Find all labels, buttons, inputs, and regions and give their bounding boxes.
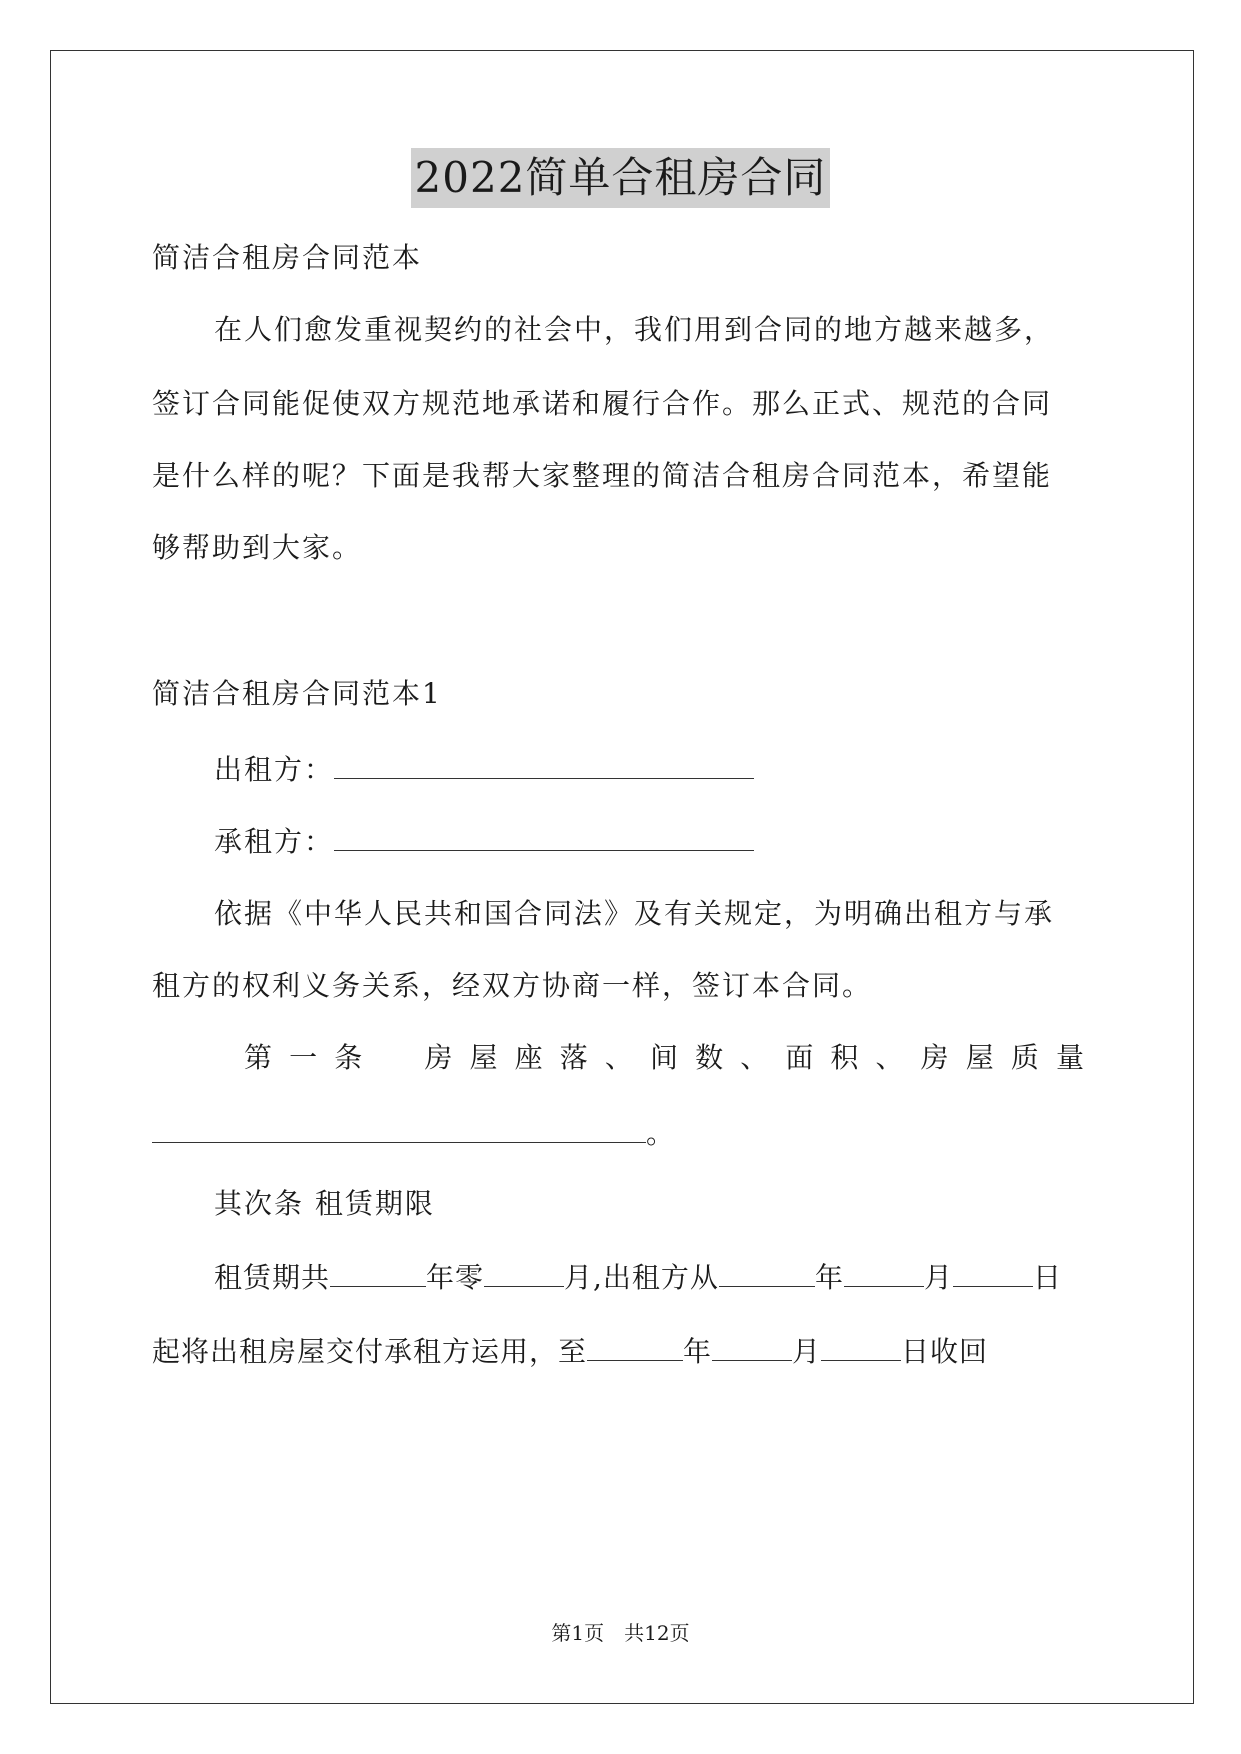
footer-page-number: 1 (571, 1621, 585, 1645)
intro-line-4: 够帮助到大家。 (152, 531, 363, 564)
lessee-label: 承租方： (214, 825, 335, 858)
footer-suffix: 页 (669, 1621, 690, 1645)
article-1-blank-row (152, 1114, 676, 1152)
document-title: 2022简单合租房合同 (411, 148, 831, 208)
term-line-1 (214, 1258, 1062, 1296)
intro-line-2: 签订合同能促使双方规范地承诺和履行合作。那么正式、规范的合同 (152, 387, 1053, 420)
term2-text-3: 月 (792, 1335, 822, 1368)
term-blank-end-month (712, 1332, 792, 1361)
lessor-row (214, 750, 754, 788)
section-heading: 简洁合租房合同范本1 (152, 677, 442, 710)
term-text-3: 月,出租方从 (564, 1261, 719, 1294)
term-blank-end-year (587, 1332, 683, 1361)
lessor-blank (334, 750, 754, 779)
term-blank-start-day (953, 1258, 1033, 1287)
intro-line-1: 在人们愈发重视契约的社会中，我们用到合同的地方越来越多， (214, 313, 1055, 346)
term-line-2 (152, 1332, 988, 1370)
article-1-blank (152, 1114, 646, 1143)
term-blank-start-year (719, 1258, 815, 1287)
term-text-1: 租赁期共 (214, 1261, 331, 1294)
lessee-blank (334, 822, 754, 851)
footer-mid: 页 共 (584, 1621, 645, 1645)
lessor-label: 出租方： (214, 753, 335, 786)
term-blank-years (330, 1258, 426, 1287)
term-text-5: 月 (923, 1261, 953, 1294)
article-1: 第一条 房屋座落、间数、面积、房屋质量 (244, 1041, 1084, 1074)
term-blank-start-month (844, 1258, 924, 1287)
article-1-end: 。 (646, 1117, 677, 1150)
basis-line-2: 租方的权利义务关系，经双方协商一样，签订本合同。 (152, 969, 873, 1002)
article-2-heading: 其次条 租赁期限 (214, 1187, 435, 1220)
page-footer (0, 1619, 1241, 1647)
basis-line-1: 依据《中华人民共和国合同法》及有关规定，为明确出租方与承 (214, 897, 1055, 930)
term2-text-1: 起将出租房屋交付承租方运用，至 (152, 1335, 588, 1368)
page-border (50, 50, 1194, 1704)
term-blank-end-day (821, 1332, 901, 1361)
subtitle: 简洁合租房合同范本 (152, 241, 423, 274)
footer-page-total: 12 (644, 1621, 670, 1645)
footer-prefix: 第 (551, 1621, 572, 1645)
term2-text-2: 年 (683, 1335, 713, 1368)
intro-line-3: 是什么样的呢？下面是我帮大家整理的简洁合租房合同范本，希望能 (152, 459, 1053, 492)
term-blank-months (484, 1258, 564, 1287)
term-text-6: 日 (1032, 1261, 1062, 1294)
term-text-4: 年 (814, 1261, 844, 1294)
term2-text-4: 日收回 (901, 1335, 989, 1368)
term-text-2: 年零 (426, 1261, 485, 1294)
lessee-row (214, 822, 754, 860)
title-wrap (0, 148, 1241, 208)
